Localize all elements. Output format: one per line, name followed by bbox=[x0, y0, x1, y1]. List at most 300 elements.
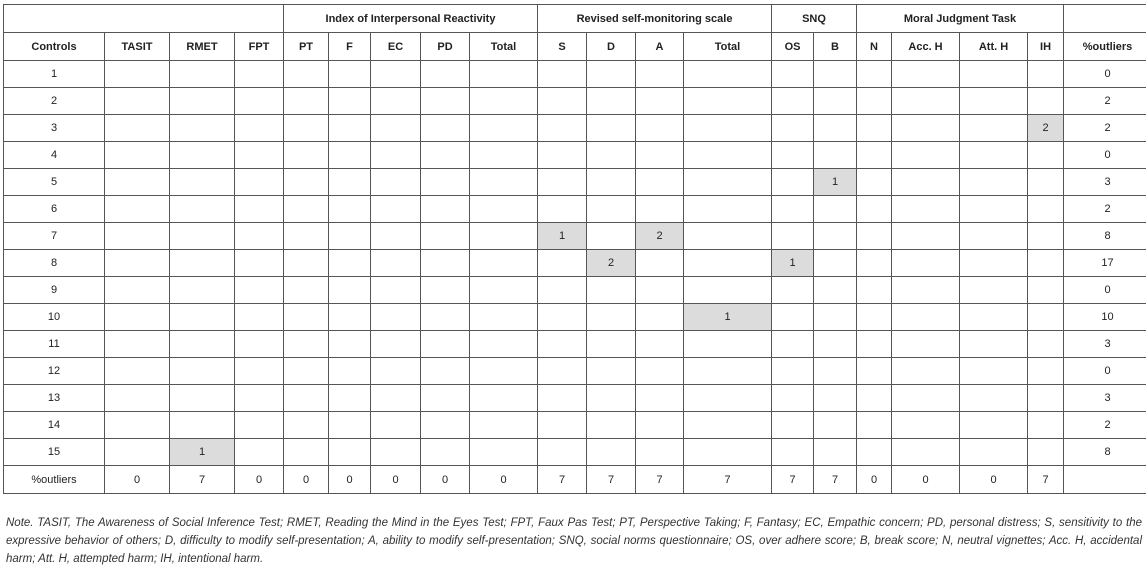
table-cell bbox=[587, 115, 636, 142]
table-cell bbox=[235, 61, 284, 88]
table-cell bbox=[170, 88, 235, 115]
table-cell bbox=[170, 358, 235, 385]
row-label-cell: 2 bbox=[4, 88, 105, 115]
column-header: N bbox=[857, 33, 892, 61]
table-cell bbox=[857, 142, 892, 169]
table-cell bbox=[636, 196, 684, 223]
group-header-empty-right bbox=[1064, 5, 1146, 33]
table-cell bbox=[538, 439, 587, 466]
table-cell bbox=[684, 358, 772, 385]
table-cell bbox=[772, 61, 814, 88]
table-cell: 2 bbox=[587, 250, 636, 277]
table-cell bbox=[371, 277, 421, 304]
table-cell bbox=[1028, 439, 1064, 466]
table-cell bbox=[857, 304, 892, 331]
table-cell bbox=[857, 115, 892, 142]
footer-cell: 0 bbox=[329, 466, 371, 494]
table-cell bbox=[170, 142, 235, 169]
column-header: F bbox=[329, 33, 371, 61]
table-cell bbox=[857, 412, 892, 439]
table-cell bbox=[105, 223, 170, 250]
column-header: Acc. H bbox=[892, 33, 960, 61]
table-cell bbox=[636, 439, 684, 466]
table-cell bbox=[892, 61, 960, 88]
column-header: EC bbox=[371, 33, 421, 61]
table-row bbox=[4, 277, 1146, 304]
table-cell bbox=[235, 277, 284, 304]
table-cell: 0 bbox=[1064, 358, 1146, 385]
table-cell bbox=[960, 196, 1028, 223]
table-cell bbox=[892, 223, 960, 250]
table-cell bbox=[235, 439, 284, 466]
column-header: D bbox=[587, 33, 636, 61]
table-cell bbox=[421, 358, 470, 385]
table-cell bbox=[857, 223, 892, 250]
table-cell bbox=[284, 385, 329, 412]
table-cell bbox=[284, 277, 329, 304]
table-cell bbox=[470, 277, 538, 304]
table-cell bbox=[284, 304, 329, 331]
footer-cell: 0 bbox=[470, 466, 538, 494]
row-label-cell: 14 bbox=[4, 412, 105, 439]
table-cell bbox=[329, 358, 371, 385]
table-cell bbox=[170, 277, 235, 304]
row-label-cell: 5 bbox=[4, 169, 105, 196]
table-row bbox=[4, 385, 1146, 412]
table-cell bbox=[105, 304, 170, 331]
table-cell bbox=[892, 115, 960, 142]
table-cell bbox=[235, 169, 284, 196]
table-cell: 2 bbox=[1028, 115, 1064, 142]
table-cell bbox=[960, 277, 1028, 304]
group-header-rsms: Revised self-monitoring scale bbox=[538, 5, 772, 33]
table-cell bbox=[684, 88, 772, 115]
table-cell bbox=[587, 88, 636, 115]
table-cell bbox=[470, 115, 538, 142]
table-cell: 2 bbox=[1064, 115, 1146, 142]
row-label-cell: 15 bbox=[4, 439, 105, 466]
outliers-table bbox=[3, 4, 1146, 494]
table-cell bbox=[857, 169, 892, 196]
table-cell bbox=[814, 115, 857, 142]
table-cell bbox=[1028, 196, 1064, 223]
table-cell bbox=[170, 61, 235, 88]
table-cell bbox=[421, 142, 470, 169]
table-cell bbox=[684, 115, 772, 142]
table-cell bbox=[235, 196, 284, 223]
table-cell bbox=[538, 61, 587, 88]
table-row bbox=[4, 196, 1146, 223]
table-cell bbox=[857, 331, 892, 358]
table-cell: 2 bbox=[1064, 88, 1146, 115]
table-cell bbox=[470, 250, 538, 277]
table-cell bbox=[587, 223, 636, 250]
table-cell bbox=[329, 88, 371, 115]
table-cell bbox=[329, 115, 371, 142]
table-cell bbox=[105, 439, 170, 466]
footer-cell: 7 bbox=[1028, 466, 1064, 494]
table-cell bbox=[284, 196, 329, 223]
row-label-cell: 10 bbox=[4, 304, 105, 331]
table-cell bbox=[814, 142, 857, 169]
row-label-cell: 3 bbox=[4, 115, 105, 142]
table-cell bbox=[772, 304, 814, 331]
table-cell: 1 bbox=[814, 169, 857, 196]
table-cell bbox=[470, 196, 538, 223]
table-cell bbox=[636, 88, 684, 115]
table-cell bbox=[371, 358, 421, 385]
table-cell bbox=[814, 250, 857, 277]
table-cell bbox=[470, 439, 538, 466]
table-note: Note. TASIT, The Awareness of Social Inference Test; RMET, Reading the Mind in the Eyes Test; FPT, Faux Pas Test; PT, Perspective Taking; F, Fantasy; EC, Empathic concern; PD, personal distress; S, sensitivity to the expressive behavior of others; D, difficulty to modify self-presentation; A, ability to modify self-presentation; SNQ, social norms questionnaire; OS, over adhere score; B, break score; N, neutral vignettes; Acc. H, accidental harm; Att. H, attempted harm; IH, intentional harm. bbox=[6, 517, 1142, 565]
table-cell bbox=[1028, 304, 1064, 331]
table-cell bbox=[636, 250, 684, 277]
table-row bbox=[4, 115, 1146, 142]
footer-cell: 7 bbox=[636, 466, 684, 494]
footer-cell: 7 bbox=[684, 466, 772, 494]
table-cell bbox=[421, 88, 470, 115]
table-cell bbox=[1028, 223, 1064, 250]
column-header: Total bbox=[470, 33, 538, 61]
table-cell bbox=[1028, 412, 1064, 439]
table-cell bbox=[421, 61, 470, 88]
footer-cell: 0 bbox=[960, 466, 1028, 494]
footer-cell: 7 bbox=[814, 466, 857, 494]
table-cell bbox=[684, 385, 772, 412]
table-cell bbox=[371, 169, 421, 196]
table-cell bbox=[235, 385, 284, 412]
column-header: S bbox=[538, 33, 587, 61]
table-cell bbox=[772, 385, 814, 412]
table-cell bbox=[1028, 61, 1064, 88]
table-cell bbox=[814, 61, 857, 88]
table-cell bbox=[421, 385, 470, 412]
table-cell bbox=[421, 277, 470, 304]
table-cell: 17 bbox=[1064, 250, 1146, 277]
table-cell bbox=[636, 277, 684, 304]
table-cell bbox=[235, 304, 284, 331]
table-cell bbox=[105, 88, 170, 115]
table-cell bbox=[636, 61, 684, 88]
table-cell bbox=[329, 250, 371, 277]
table-cell bbox=[684, 439, 772, 466]
table-cell bbox=[772, 358, 814, 385]
table-cell bbox=[421, 223, 470, 250]
table-cell bbox=[329, 196, 371, 223]
table-row bbox=[4, 331, 1146, 358]
table-cell bbox=[371, 223, 421, 250]
table-cell bbox=[684, 277, 772, 304]
table-cell bbox=[235, 223, 284, 250]
table-cell bbox=[329, 385, 371, 412]
group-header-snq: SNQ bbox=[772, 5, 857, 33]
table-cell bbox=[105, 142, 170, 169]
table-cell bbox=[587, 439, 636, 466]
table-cell bbox=[105, 61, 170, 88]
row-label-cell: 12 bbox=[4, 358, 105, 385]
table-cell bbox=[684, 331, 772, 358]
table-cell bbox=[684, 196, 772, 223]
table-cell bbox=[587, 277, 636, 304]
table-cell bbox=[538, 250, 587, 277]
group-header-iri: Index of Interpersonal Reactivity bbox=[284, 5, 538, 33]
table-cell bbox=[538, 304, 587, 331]
table-cell bbox=[857, 88, 892, 115]
table-cell bbox=[371, 88, 421, 115]
table-cell bbox=[892, 277, 960, 304]
table-cell bbox=[170, 331, 235, 358]
table-cell bbox=[684, 223, 772, 250]
table-cell bbox=[538, 115, 587, 142]
table-cell bbox=[892, 385, 960, 412]
column-header: B bbox=[814, 33, 857, 61]
footer-cell: 0 bbox=[857, 466, 892, 494]
table-cell bbox=[421, 412, 470, 439]
column-header: Total bbox=[684, 33, 772, 61]
table-cell bbox=[538, 412, 587, 439]
table-cell bbox=[772, 331, 814, 358]
table-cell bbox=[857, 196, 892, 223]
table-cell bbox=[235, 331, 284, 358]
table-cell bbox=[235, 88, 284, 115]
table-cell: 0 bbox=[1064, 142, 1146, 169]
table-cell bbox=[636, 385, 684, 412]
table-cell bbox=[538, 142, 587, 169]
table-cell bbox=[814, 196, 857, 223]
table-cell bbox=[814, 223, 857, 250]
table-cell bbox=[371, 304, 421, 331]
table-cell bbox=[538, 358, 587, 385]
table-cell bbox=[235, 115, 284, 142]
table-cell bbox=[170, 169, 235, 196]
table-cell bbox=[772, 115, 814, 142]
table-cell bbox=[636, 331, 684, 358]
table-cell bbox=[772, 277, 814, 304]
column-header: IH bbox=[1028, 33, 1064, 61]
table-cell bbox=[470, 331, 538, 358]
row-label-cell: 8 bbox=[4, 250, 105, 277]
table-cell bbox=[960, 331, 1028, 358]
table-cell bbox=[892, 169, 960, 196]
table-cell bbox=[470, 385, 538, 412]
row-label-cell: 4 bbox=[4, 142, 105, 169]
table-cell bbox=[329, 439, 371, 466]
table-row bbox=[4, 223, 1146, 250]
table-cell bbox=[772, 169, 814, 196]
table-cell bbox=[284, 115, 329, 142]
column-header-row bbox=[4, 33, 1146, 61]
table-cell bbox=[636, 169, 684, 196]
table-cell bbox=[470, 169, 538, 196]
table-cell: 0 bbox=[1064, 61, 1146, 88]
footer-cell: 0 bbox=[421, 466, 470, 494]
table-cell bbox=[284, 169, 329, 196]
table-cell bbox=[587, 196, 636, 223]
table-cell bbox=[857, 358, 892, 385]
table-cell bbox=[284, 250, 329, 277]
table-cell bbox=[892, 250, 960, 277]
table-cell bbox=[470, 223, 538, 250]
table-cell: 2 bbox=[1064, 412, 1146, 439]
table-cell bbox=[857, 250, 892, 277]
table-cell bbox=[960, 412, 1028, 439]
table-cell bbox=[538, 331, 587, 358]
table-cell bbox=[371, 250, 421, 277]
table-cell bbox=[421, 250, 470, 277]
table-cell bbox=[587, 412, 636, 439]
table-cell bbox=[105, 358, 170, 385]
table-cell bbox=[684, 250, 772, 277]
table-cell bbox=[857, 439, 892, 466]
table-cell: 8 bbox=[1064, 439, 1146, 466]
table-cell bbox=[421, 439, 470, 466]
row-label-cell: 13 bbox=[4, 385, 105, 412]
table-cell bbox=[892, 331, 960, 358]
table-cell bbox=[105, 115, 170, 142]
table-cell bbox=[892, 142, 960, 169]
table-cell bbox=[421, 331, 470, 358]
table-cell bbox=[538, 196, 587, 223]
table-cell bbox=[892, 196, 960, 223]
table-cell bbox=[1028, 331, 1064, 358]
table-cell bbox=[170, 250, 235, 277]
table-cell bbox=[371, 331, 421, 358]
table-cell bbox=[636, 115, 684, 142]
table-cell bbox=[538, 385, 587, 412]
table-cell: 1 bbox=[538, 223, 587, 250]
table-cell bbox=[284, 142, 329, 169]
table-cell bbox=[960, 385, 1028, 412]
table-row bbox=[4, 358, 1146, 385]
table-cell bbox=[587, 385, 636, 412]
table-cell bbox=[371, 115, 421, 142]
group-header-empty bbox=[4, 5, 284, 33]
table-cell bbox=[960, 142, 1028, 169]
row-label-cell: 1 bbox=[4, 61, 105, 88]
footer-cell: 0 bbox=[105, 466, 170, 494]
footer-cell: 0 bbox=[284, 466, 329, 494]
column-header: OS bbox=[772, 33, 814, 61]
row-label-cell: 9 bbox=[4, 277, 105, 304]
footer-cell: 0 bbox=[892, 466, 960, 494]
table-row bbox=[4, 169, 1146, 196]
column-header: Controls bbox=[4, 33, 105, 61]
column-header: TASIT bbox=[105, 33, 170, 61]
table-cell: 2 bbox=[1064, 196, 1146, 223]
table-cell bbox=[105, 412, 170, 439]
table-cell bbox=[329, 277, 371, 304]
column-header: Att. H bbox=[960, 33, 1028, 61]
table-cell bbox=[636, 412, 684, 439]
table-cell bbox=[170, 115, 235, 142]
footer-cell bbox=[1064, 466, 1146, 494]
table-cell bbox=[636, 304, 684, 331]
table-cell bbox=[470, 304, 538, 331]
group-header-mjt: Moral Judgment Task bbox=[857, 5, 1064, 33]
table-cell bbox=[371, 196, 421, 223]
table-cell bbox=[105, 331, 170, 358]
table-cell: 3 bbox=[1064, 385, 1146, 412]
table-cell bbox=[857, 61, 892, 88]
table-cell bbox=[814, 385, 857, 412]
table-cell bbox=[235, 358, 284, 385]
column-header: PT bbox=[284, 33, 329, 61]
table-cell bbox=[105, 169, 170, 196]
table-cell bbox=[892, 358, 960, 385]
table-cell bbox=[587, 142, 636, 169]
footer-cell: 0 bbox=[371, 466, 421, 494]
table-row bbox=[4, 412, 1146, 439]
column-header: FPT bbox=[235, 33, 284, 61]
table-cell bbox=[371, 439, 421, 466]
table-cell bbox=[1028, 88, 1064, 115]
table-cell bbox=[684, 169, 772, 196]
table-cell bbox=[1028, 142, 1064, 169]
table-cell: 1 bbox=[170, 439, 235, 466]
table-cell bbox=[538, 88, 587, 115]
table-cell bbox=[960, 169, 1028, 196]
table-cell bbox=[235, 412, 284, 439]
table-cell: 1 bbox=[772, 250, 814, 277]
table-cell: 3 bbox=[1064, 169, 1146, 196]
table-cell bbox=[772, 196, 814, 223]
table-cell bbox=[421, 169, 470, 196]
table-row bbox=[4, 304, 1146, 331]
footer-cell: 7 bbox=[772, 466, 814, 494]
table-cell bbox=[329, 223, 371, 250]
table-cell bbox=[772, 439, 814, 466]
table-row bbox=[4, 250, 1146, 277]
column-header: RMET bbox=[170, 33, 235, 61]
table-cell bbox=[329, 61, 371, 88]
table-cell bbox=[814, 439, 857, 466]
table-cell bbox=[587, 358, 636, 385]
footer-label-cell: %outliers bbox=[4, 466, 105, 494]
table-cell: 10 bbox=[1064, 304, 1146, 331]
table-cell bbox=[329, 142, 371, 169]
table-cell bbox=[421, 115, 470, 142]
table-cell bbox=[960, 223, 1028, 250]
table-cell bbox=[470, 358, 538, 385]
table-cell bbox=[892, 88, 960, 115]
table-cell bbox=[371, 385, 421, 412]
footer-cell: 7 bbox=[538, 466, 587, 494]
table-row bbox=[4, 61, 1146, 88]
table-cell: 3 bbox=[1064, 331, 1146, 358]
table-cell bbox=[170, 223, 235, 250]
table-cell bbox=[772, 223, 814, 250]
table-cell: 1 bbox=[684, 304, 772, 331]
table-cell bbox=[960, 115, 1028, 142]
table-cell bbox=[1028, 250, 1064, 277]
table-cell bbox=[235, 142, 284, 169]
table-cell bbox=[538, 169, 587, 196]
table-cell bbox=[814, 277, 857, 304]
table-cell bbox=[284, 223, 329, 250]
table-cell bbox=[960, 250, 1028, 277]
table-cell bbox=[170, 385, 235, 412]
footer-cell: 0 bbox=[235, 466, 284, 494]
column-header: PD bbox=[421, 33, 470, 61]
table-cell bbox=[960, 304, 1028, 331]
table-cell bbox=[421, 196, 470, 223]
table-cell bbox=[814, 304, 857, 331]
table-cell bbox=[105, 385, 170, 412]
group-header-row bbox=[4, 5, 1146, 33]
table-cell bbox=[329, 304, 371, 331]
table-cell bbox=[814, 331, 857, 358]
table-cell bbox=[960, 88, 1028, 115]
